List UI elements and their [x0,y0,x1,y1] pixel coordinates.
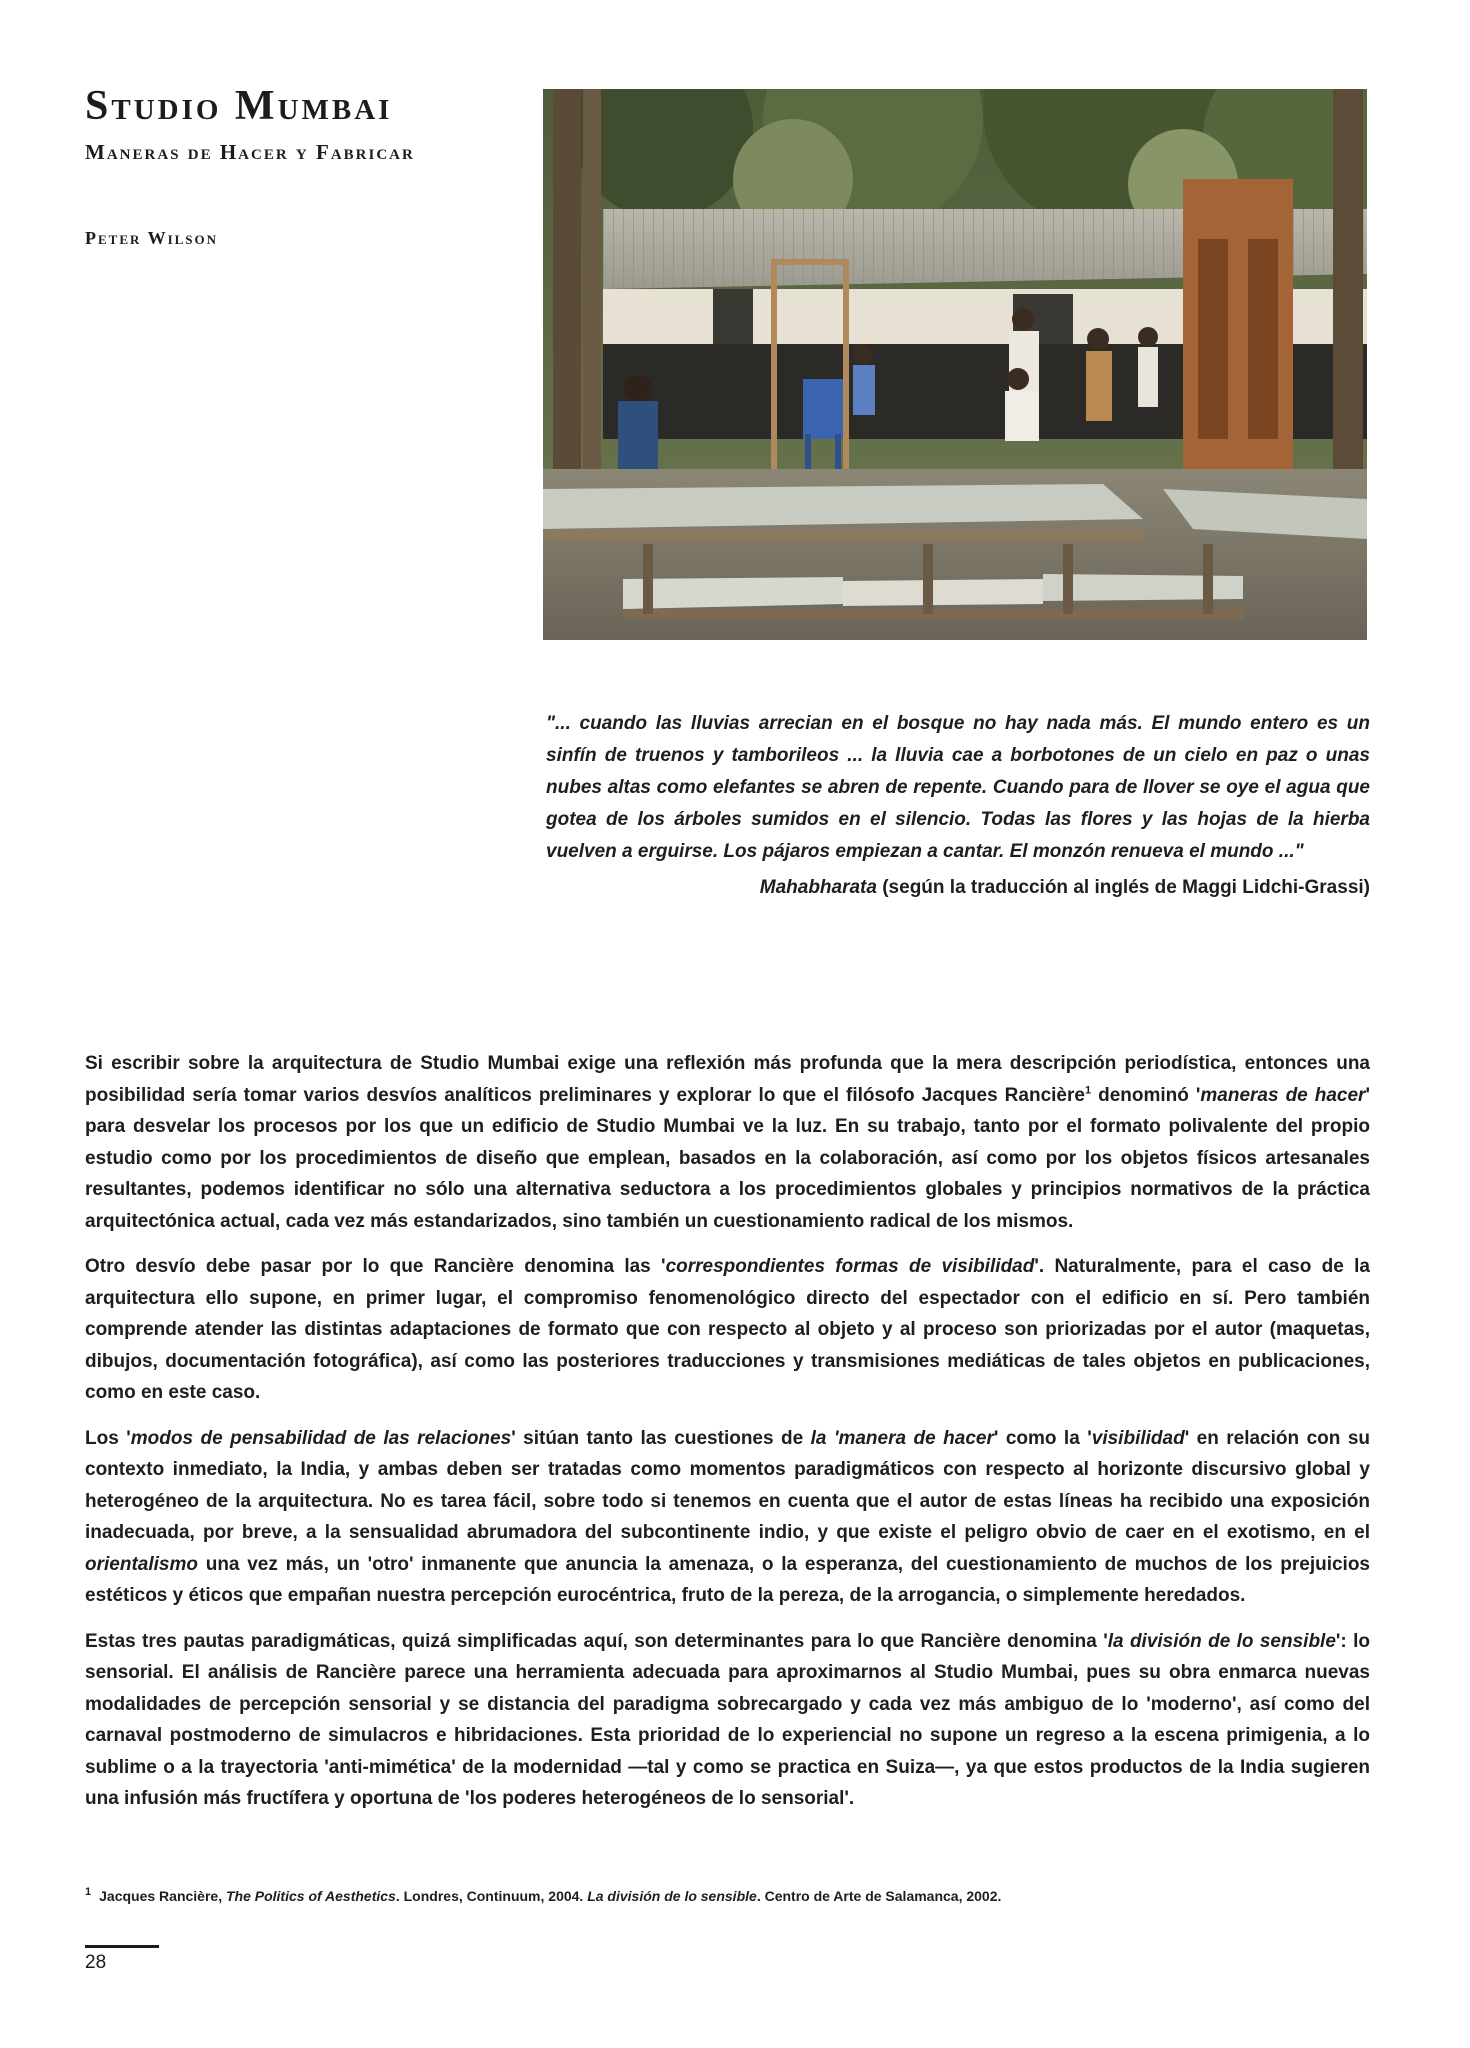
body-paragraph-3 [85,1423,1370,1612]
emphasis: modos de pensabilidad de las relaciones [130,1427,512,1449]
text-run: Otro desvío debe pasar por lo que Rancière denomina las ' [85,1256,666,1277]
epigraph [546,708,1370,904]
text-run: . Londres, Continuum, 2004. [395,1888,588,1904]
text-run: '. Naturalmente, para el caso de la arquitectura ello supone, en primer lugar, el compromiso fenomenológico directo del espectador con el edificio en sí. Pero también comprende atender las distintas adaptaciones de formato que con respecto al objeto y al proceso son priorizadas por el autor (maquetas, dibujos, documentación fotográfica), así como las posteriores traducciones y transmisiones mediáticas de tales objetos en publicaciones, como en este caso. [85,1256,1370,1403]
emphasis: maneras de hacer [1200,1084,1366,1106]
article-body [85,1048,1370,1829]
emphasis: la 'manera de hacer [810,1427,994,1449]
text-run: ': lo sensorial. El análisis de Rancière parece una herramienta adecuada para aproximarnos al Studio Mumbai, pues su obra enmarca nuevas modalidades de percepción sensorial y se distancia del paradigma sobrecargado y cada vez más ambiguo de lo 'moderno', así como del carnaval postmoderno de simulacros e hibridaciones. Esta prioridad de lo experiencial no supone un regreso a la escena primigenia, a lo sublime o a la trayectoria 'anti-mimética' de la modernidad —tal y como se practica en Suiza—, ya que estos productos de la India sugieren una infusión más fructífera y oportuna de 'los poderes heterogéneos de lo sensorial'. [85,1630,1370,1809]
text-run: . Centro de Arte de Salamanca, 2002. [756,1888,1002,1904]
body-paragraph-2 [85,1251,1370,1409]
text-run: ' para desvelar los procesos por los que un edificio de Studio Mumbai ve la luz. En su trabajo, tanto por el formato polivalente del propio estudio como por los procedimientos de diseño que emplean, basados en la colaboración, así como por los objetos físicos artesanales resultantes, podemos identificar no sólo una alternativa seductora a los procedimientos globales y principios normativos de la práctica arquitectónica actual, cada vez más estandarizados, sino también un cuestionamiento radical de los mismos. [85,1084,1370,1232]
text-run: Si escribir sobre la arquitectura de Studio Mumbai exige una reflexión más profunda que la mera descripción periodística, entonces una posibilidad sería tomar varios desvíos analíticos preliminares y explorar lo que el filósofo Jacques Rancière [85,1053,1370,1106]
text-run: denominó ' [1091,1084,1201,1106]
epigraph-source-title: Mahabharata [759,877,877,898]
text-run: ' como la ' [993,1427,1092,1449]
body-paragraph-4 [85,1626,1370,1815]
epigraph-quote: "... cuando las lluvias arrecian en el bosque no hay nada más. El mundo entero es un sinfín de truenos y tamborileos ... la lluvia cae a borbotones de un cielo en paz o unas nubes altas como elefantes se abren de repente. Cuando para de llover se oye el agua que gotea de los árboles sumidos en el silencio. Todas las flores y las hojas de la hierba vuelven a erguirse. Los pájaros empiezan a cantar. El monzón renueva el mundo ..." [546,713,1370,862]
emphasis: correspondientes formas de visibilidad [665,1256,1035,1277]
page-number-rule [85,1945,159,1948]
text-run: Estas tres pautas paradigmáticas, quizá simplificadas aquí, son determinantes para lo que Rancière denomina ' [85,1630,1108,1652]
workshop-photo-illustration [543,89,1367,640]
text-run: Jacques Rancière, [99,1888,226,1904]
emphasis: orientalismo [85,1553,198,1575]
text-run: ' sitúan tanto las cuestiones de [511,1427,811,1449]
workshop-photo [543,89,1367,640]
footnote-number: 1 [85,1886,92,1899]
article-subtitle: Maneras de Hacer y Fabricar [85,140,415,164]
epigraph-source-note: (según la traducción al inglés de Maggi Lidchi-Grassi) [876,877,1370,898]
text-run: ' en relación con su contexto inmediato, la India, y ambas deben ser tratadas como momentos paradigmáticos con respecto al horizonte discursivo global y heterogéneo de la arquitectura. No es tarea fácil, sobre todo si tenemos en cuenta que el autor de estas líneas ha recibido una exposición inadecuada, por breve, a la sensualidad abrumadora del subcontinente indio, y que existe el peligro obvio de caer en el exotismo, en el [85,1427,1371,1543]
page-number: 28 [85,1952,107,1973]
emphasis: The Politics of Aesthetics [225,1888,396,1904]
emphasis: visibilidad [1091,1427,1185,1449]
body-paragraph-1 [85,1048,1370,1237]
text-run: Los ' [85,1427,131,1449]
emphasis: La división de lo sensible [587,1888,757,1904]
footnote [85,1888,1370,1904]
epigraph-attribution [546,872,1370,904]
text-run: una vez más, un 'otro' inmanente que anuncia la amenaza, o la esperanza, del cuestionamiento de muchos de los prejuicios estéticos y éticos que empañan nuestra percepción eurocéntrica, fruto de la pereza, de la arrogancia, o simplemente heredados. [85,1553,1370,1606]
article-title: Studio Mumbai [85,83,393,129]
emphasis: la división de lo sensible [1107,1630,1336,1652]
article-author: Peter Wilson [85,228,219,248]
footnote-ref: 1 [1084,1084,1092,1097]
